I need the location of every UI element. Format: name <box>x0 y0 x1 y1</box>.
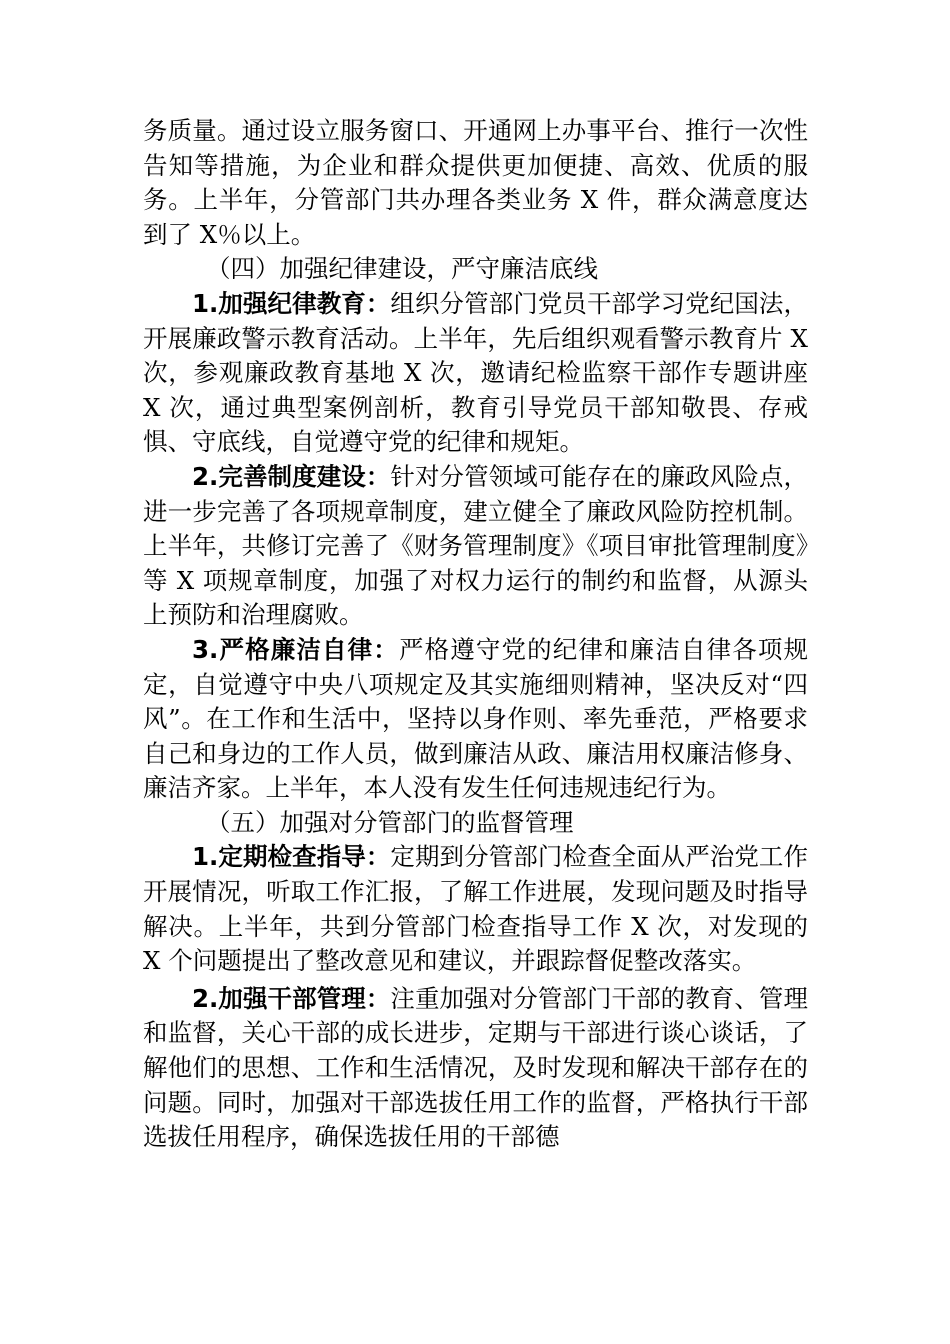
paragraph-lead: 1.加强纪律教育： <box>192 288 391 318</box>
paragraph-body: 严格遵守党的纪律和廉洁自律各项规定，自觉遵守中央八项规定及其实施细则精神，坚决反对“四风”。在工作和生活中，坚持以身作则、率先垂范，严格要求自己和身边的工作人员，做到廉洁从政、廉洁用权廉洁修身、廉洁齐家。上半年，本人没有发生任何违规违纪行为。 <box>143 634 808 803</box>
paragraph-regular-inspection <box>143 840 808 978</box>
paragraph-self-discipline <box>143 633 808 806</box>
section-heading-5: （五）加强对分管部门的监督管理 <box>206 807 574 837</box>
paragraph-lead: 3.严格廉洁自律： <box>192 634 399 664</box>
paragraph-body: 注重加强对分管部门干部的教育、管理和监督，关心干部的成长进步，定期与干部进行谈心谈话，了解他们的思想、工作和生活情况，及时发现和解决干部存在的问题。同时，加强对干部选拔任用工作的监督，严格执行干部选拔任用程序，确保选拔任用的干部德 <box>143 983 808 1152</box>
paragraph-continuation: 务质量。通过设立服务窗口、开通网上办事平台、推行一次性告知等措施，为企业和群众提供更加便捷、高效、优质的服务。上半年，分管部门共办理各类业务 X 件，群众满意度达到了 X％以上。 <box>143 116 808 249</box>
paragraph-discipline-education <box>143 287 808 460</box>
document-page <box>143 114 808 1155</box>
paragraph-body: 定期到分管部门检查全面从严治党工作开展情况，听取工作汇报，了解工作进展，发现问题及时指导解决。上半年，共到分管部门检查指导工作 X 次，对发现的 X 个问题提出了整改意见和建议，并跟踪督促整改落实。 <box>143 842 808 976</box>
paragraph-cadre-management <box>143 982 808 1155</box>
paragraph-body: 组织分管部门党员干部学习党纪国法，开展廉政警示教育活动。上半年，先后组织观看警示教育片 X 次，参观廉政教育基地 X 次，邀请纪检监察干部作专题讲座 X 次，通过典型案例剖析，教育引导党员干部知敬畏、存戒惧、守底线，自觉遵守党的纪律和规矩。 <box>143 288 808 457</box>
paragraph-lead: 1.定期检查指导： <box>192 842 391 872</box>
paragraph-system-building <box>143 460 808 633</box>
paragraph-body: 针对分管领域可能存在的廉政风险点，进一步完善了各项规章制度，建立健全了廉政风险防控机制。上半年，共修订完善了《财务管理制度》《项目审批管理制度》等 X 项规章制度，加强了对权力运行的制约和监督，从源头上预防和治理腐败。 <box>143 461 808 630</box>
paragraph-lead: 2.完善制度建设： <box>192 461 391 491</box>
section-heading-4: （四）加强纪律建设，严守廉洁底线 <box>206 254 598 284</box>
paragraph-lead: 2.加强干部管理： <box>192 983 391 1013</box>
